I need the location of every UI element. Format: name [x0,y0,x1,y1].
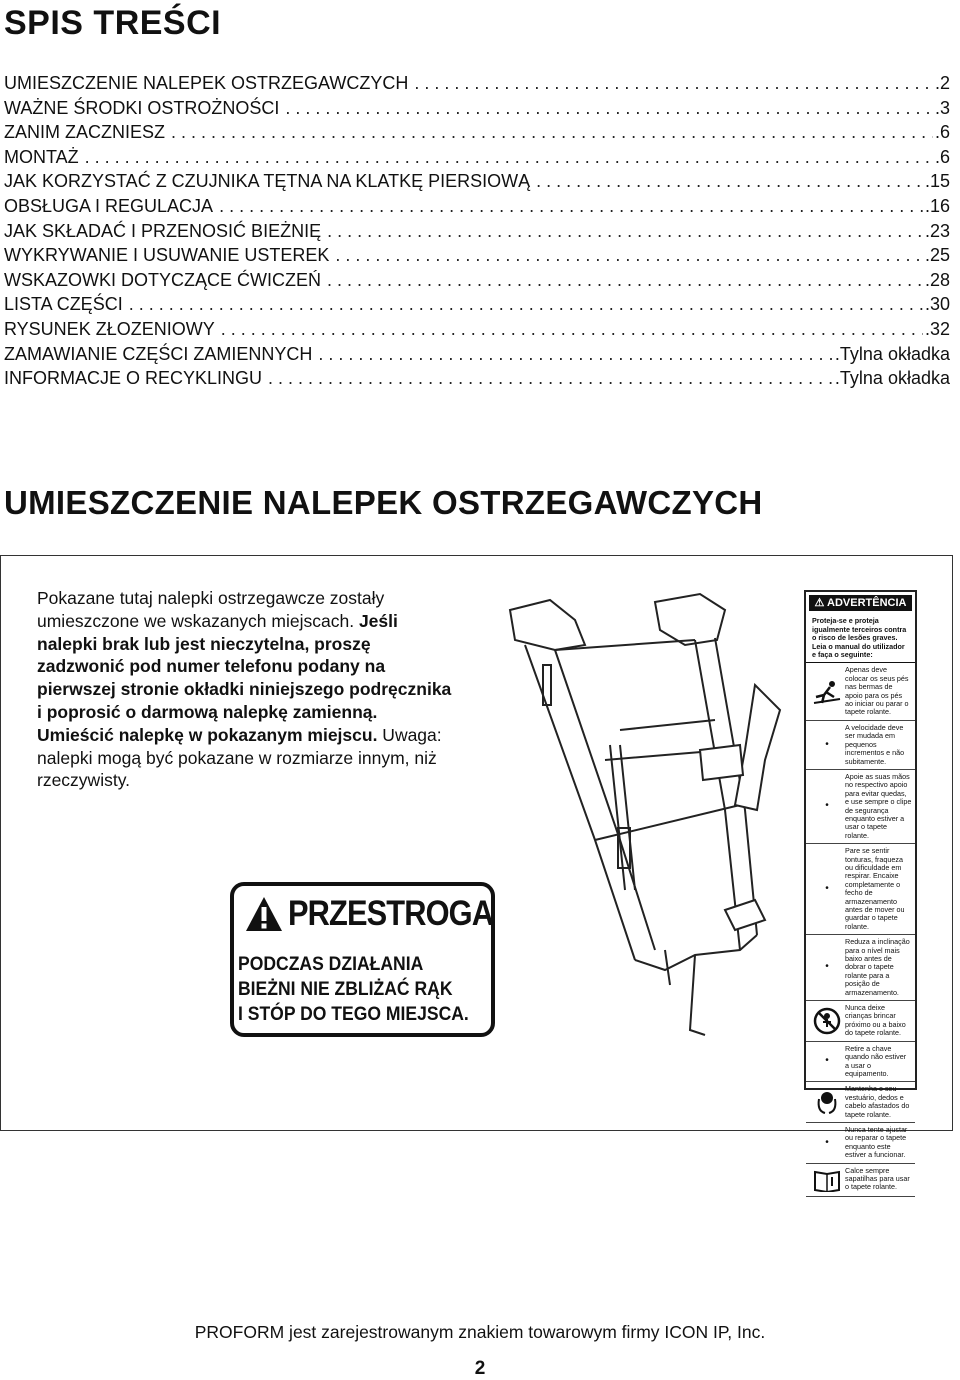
toc-entry[interactable] [4,145,950,170]
toc-leader-dots [85,145,933,169]
toc-leader-dots [536,169,923,193]
caution-line: PODCZAS DZIAŁANIA [238,953,424,975]
note-text-bold: Jeśli nalepki brak lub jest nieczytelna, proszę zadzwonić pod numer telefonu podany na pierwszej stronie okładki niniejszego podręcznika i poprosić o darmową nalepkę zamienną. Umieścić nalepkę w pokazanym miejscu. [37,610,452,745]
person-falling-icon [809,666,845,716]
caution-heading [244,894,521,934]
caution-line: I STÓP DO TEGO MIEJSCA. [238,1003,469,1025]
toc-leader-dots [327,219,923,243]
advertencia-row [806,1082,915,1123]
advertencia-row-text: Mantenha o seu vestuário, dedos e cabelo afastados do tapete rolante. [845,1084,910,1119]
advertencia-row-text: Retire a chave quando não estiver a usar o equipamento. [845,1043,907,1078]
bullet-icon: • [825,882,829,894]
note-text-2: Uwaga: nalepki mogą być pokazane w rozmiarze innym, niż rzeczywisty. [37,724,442,791]
treadmill-illustration [495,590,790,1050]
toc-leader-dots [219,194,923,218]
advertencia-row [806,1164,915,1197]
toc-entry-label: LISTA CZĘŚCI [4,294,123,315]
toc-entry-page: .3 [934,97,950,118]
advertencia-row-text: Pare se sentir tonturas, fraqueza ou dificuldade em respirar. Encaixe completamente o fecho de armazenamento antes de mover ou guardar o tapete rolante. [845,846,905,931]
toc-entry-label: ZANIM ZACZNIESZ [4,122,165,143]
toc-entry[interactable] [4,317,950,342]
toc-leader-dots [327,268,923,292]
long-hair-icon [809,1085,845,1119]
advertencia-row [806,1042,915,1083]
toc-leader-dots [335,243,923,267]
toc-entry-page: .2 [934,73,950,93]
toc-entry[interactable] [4,169,950,194]
toc-entry[interactable] [4,292,950,317]
toc-entry-label: OBSŁUGA I REGULACJA [4,195,214,216]
toc-entry-page: .Tylna okładka [834,368,950,389]
toc-entry-label: MONTAŻ [4,146,79,167]
note-text-1: Pokazane tutaj nalepki ostrzegawcze zostały umieszczone we wskazanych miejscach. [37,588,385,631]
toc-entry-label: JAK SKŁADAĆ I PRZENOSIĆ BIEŻNIĘ [4,220,322,241]
toc-entry-page: .15 [924,171,950,192]
no-children-icon [809,1004,845,1038]
advertencia-heading-text: ADVERTÊNCIA [827,597,907,609]
advertencia-row [806,663,915,720]
toc-entry[interactable] [4,194,950,219]
toc-entry-label: INFORMACJE O RECYKLINGU [4,368,263,389]
toc-leader-dots [318,342,833,366]
caution-label [230,882,495,1037]
toc-entry-page: .32 [924,318,950,339]
toc-entry-label: WAŻNE ŚRODKI OSTROŻNOŚCI [4,97,280,118]
advertencia-heading: ⚠ ADVERTÊNCIA [809,595,912,611]
bullet-icon: • [825,800,829,812]
toc-entry-page: .6 [934,146,950,167]
section-note [37,587,457,792]
advertencia-row-text: Nunca tente ajustar ou reparar o tapete enquanto este estiver a funcionar. [845,1124,908,1160]
toc-entry[interactable] [4,71,950,96]
toc-leader-dots [171,120,933,144]
page-number: 2 [474,1358,486,1379]
toc-leader-dots [221,317,923,341]
toc-entry-label: ZAMAWIANIE CZĘŚCI ZAMIENNYCH [4,343,313,364]
advertencia-row [806,1001,915,1042]
advertencia-row [806,935,915,1001]
toc-entry[interactable] [4,120,950,145]
toc-leader-dots [414,71,933,95]
section-title: UMIESZCZENIE NALEPEK OSTRZEGAWCZYCH [4,484,763,521]
toc-leader-dots [285,96,933,120]
advertencia-row [806,844,915,935]
toc-leader-dots [129,292,923,316]
bullet-icon: • [825,1055,829,1067]
toc-entry-page: .30 [924,294,950,315]
advertencia-row [806,721,915,770]
toc-entry-label: WYKRYWANIE I USUWANIE USTEREK [4,245,330,266]
advertencia-label [804,590,917,1192]
toc-entry[interactable] [4,268,950,293]
advertencia-row-text: Reduza a inclinação para o nível mais baixo antes de dobrar o tapete rolante para a posição de armazenamento. [845,937,910,997]
toc-entry-page: .28 [924,269,950,290]
toc-entry[interactable] [4,366,950,391]
caution-body [238,952,490,1027]
toc-entry[interactable] [4,219,950,244]
advertencia-row [806,770,915,844]
warning-triangle-icon [244,895,284,933]
toc-entry-page: .25 [924,245,950,266]
manual-icon [809,1167,845,1193]
table-of-contents [4,71,950,391]
advertencia-row [806,1123,915,1164]
toc-entry[interactable] [4,342,950,367]
toc-entry[interactable] [4,96,950,121]
advertencia-rows [806,663,915,1196]
bullet-icon: • [825,961,829,973]
trademark-footer: PROFORM jest zarejestrowanym znakiem towarowym firmy ICON IP, Inc. [194,1322,766,1342]
advertencia-row-text: Calce sempre sapatilhas para usar o tapete rolante. [845,1165,910,1192]
caution-line: BIEŻNI NIE ZBLIŻAĆ RĄK [238,978,453,1000]
toc-entry-label: WSKAZOWKI DOTYCZĄCE ĆWICZEŃ [4,269,321,290]
toc-leader-dots [268,366,833,390]
toc-entry-label: JAK KORZYSTAĆ Z CZUJNIKA TĘTNA NA KLATKĘ PIERSIOWĄ [4,171,531,192]
toc-entry[interactable] [4,243,950,268]
toc-entry-page: .16 [924,195,950,216]
bullet-icon: • [825,738,829,750]
advertencia-row-text: Apenas deve colocar os seus pés nas bermas de apoio para os pés ao iniciar ou parar o tapete rolante. [845,665,909,717]
advertencia-row-text: A velocidade deve ser mudada em pequenos incrementos e não subitamente. [845,722,905,766]
toc-entry-page: .Tylna okładka [834,343,950,364]
toc-entry-label: UMIESZCZENIE NALEPEK OSTRZEGAWCZYCH [4,73,409,93]
bullet-icon: • [825,1136,829,1148]
advertencia-intro: Proteja-se e proteja igualmente terceiros contra o risco de lesões graves. Leia o manual do utilizador e faça o seguinte: [806,614,915,663]
advertencia-row-text: Nunca deixe crianças brincar próximo ou a baixo do tapete rolante. [845,1003,906,1038]
caution-heading-text: PRZESTROGA [288,894,494,933]
toc-entry-page: .6 [934,122,950,143]
toc-title: SPIS TREŚCI [4,4,222,42]
toc-entry-page: .23 [924,220,950,241]
advertencia-row-text: Apoie as suas mãos no respectivo apoio para evitar quedas, e use sempre o clipe de segurança enquanto estiver a usar o tapete rolante. [845,771,912,840]
toc-entry-label: RYSUNEK ZŁOZENIOWY [4,318,215,339]
